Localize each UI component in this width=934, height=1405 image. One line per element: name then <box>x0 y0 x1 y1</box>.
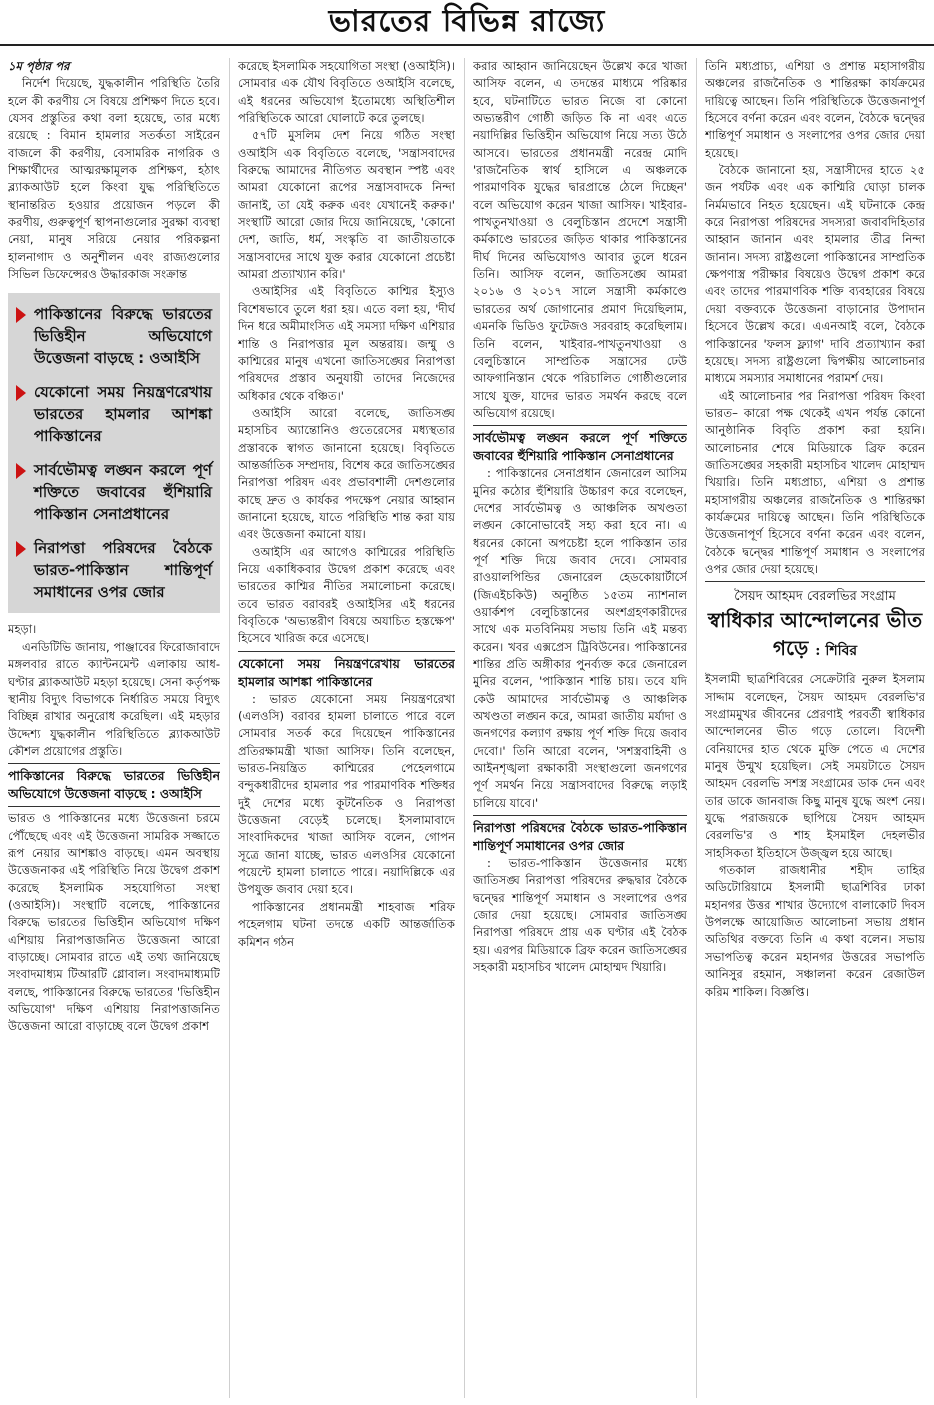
column-divider <box>464 58 465 1398</box>
bullet-triangle-icon <box>16 463 26 479</box>
highlight-text: সার্বভৌমত্ব লঙ্ঘন করলে পূর্ণ শক্তিতে জবাবের হুঁশিয়ারি পাকিস্তান সেনাপ্রধানের <box>34 461 212 524</box>
highlight-item <box>14 537 212 603</box>
subheading: পাকিস্তানের বিরুদ্ধে ভারতের ভিত্তিহীন অভিযোগে উত্তেজনা বাড়ছে : ওআইসি <box>8 768 220 802</box>
highlight-item <box>14 381 212 447</box>
section-rule <box>473 425 687 426</box>
bullet-triangle-icon <box>16 307 26 323</box>
column-3 <box>473 58 687 1398</box>
article-paragraph: ভারত ও পাকিস্তানের মধ্যে উত্তেজনা চরমে পৌঁছেছে এবং এই উত্তেজনা সামরিক সজ্জাতে রূপ নেয়ার আশঙ্কাও বাড়ছে। এমন অবস্থায় উত্তেজনাকর এই পরিস্থিতি নিয়ে উদ্বেগ প্রকাশ করেছে ইসলামিক সহযোগিতা সংস্থা (ওআইসি)। সংস্থাটি বলেছে, পাকিস্তানের বিরুদ্ধে ভারতের ভিত্তিহীন অভিযোগ দক্ষিণ এশিয়ায় নিরাপত্তাজনিত উত্তেজনা আরো বাড়াচ্ছে। সোমবার রাতে এই তথ্য জানিয়েছে সংবাদমাধ্যম টিআরটি গ্লোবাল। সংবাদমাধ্যমটি বলছে, পাকিস্তানের বিরুদ্ধে ভারতের 'ভিত্তিহীন অভিযোগ' দক্ষিণ এশিয়ায় নিরাপত্তাজনিত উত্তেজনা আরো বাড়াচ্ছে বলে উদ্বেগ প্রকাশ <box>8 811 220 1034</box>
story-pre-headline: সৈয়দ আহমদ বেরলভির সংগ্রাম <box>734 589 896 605</box>
bullet-triangle-icon <box>16 541 26 557</box>
column-2 <box>238 58 455 1398</box>
article-paragraph: করার আহ্বান জানিয়েছেন উল্লেখ করে খাজা আসিফ বলেন, এ তদন্তের মাধ্যমে পরিষ্কার হবে, ঘটনাটিতে ভারত নিজে বা কোনো অভ্যন্তরীণ গোষ্ঠী জড়িত কি না এবং এতে নয়াদিল্লির ভিত্তিহীন অভিযোগ নিয়ে সত্য উঠে আসবে। ভারতের প্রধানমন্ত্রী নরেন্দ্র মোদি 'রাজনৈতিক স্বার্থ হাসিলে এ অঞ্চলকে পারমাণবিক যুদ্ধের দ্বারপ্রান্তে ঠেলে দিচ্ছেন' বলে অভিযোগ করেন খাজা আসিফ। খাইবার-পাখতুনখাওয়া ও বেলুচিস্তান প্রদেশে সন্ত্রাসী কর্মকাণ্ডে ভারতের জড়িত থাকার পাকিস্তানের দীর্ঘ দিনের অভিযোগও আবার তুলে ধরেন তিনি। আসিফ বলেন, জাতিসঙ্ঘে আমরা ২০১৬ ও ২০১৭ সালে সন্ত্রাসী কর্মকাণ্ডে ভারতের অর্থ জোগানোর প্রমাণ দিয়েছিলাম, এমনকি ভিডিও ফুটেজও সরবরাহ করেছিলাম। তিনি বলেন, খাইবার-পাখতুনখাওয়া ও বেলুচিস্তানে সাম্প্রতিক সন্ত্রাসের ঢেউ আফগানিস্তান থেকে পরিচালিত গোষ্ঠীগুলোর সাথে যুক্ত, যাদের ভারত সমর্থন করছে বলে অভিযোগ রয়েছে। <box>473 59 687 420</box>
article-paragraph: গতকাল রাজধানীর শহীদ তাহির অডিটোরিয়ামে ইসলামী ছাত্রশিবির ঢাকা মহানগর উত্তর শাখার উদ্যোগে বালাকোট দিবস উপলক্ষে আয়োজিত আলোচনা সভায় প্রধান অতিথির বক্তব্যে তিনি এ কথা বলেন। সভায় সভাপতিত্ব করেন মহানগর উত্তরের সভাপতি আনিসুর রহমান, সঞ্চালনা করেন রেজাউল করিম শাকিল। বিজ্ঞপ্তি। <box>705 863 925 999</box>
highlights-box <box>8 293 220 613</box>
column-4 <box>705 58 925 1398</box>
bullet-triangle-icon <box>16 385 26 401</box>
highlight-text: পাকিস্তানের বিরুদ্ধে ভারতের ভিত্তিহীন অভিযোগে উত্তেজনা বাড়ছে : ওআইসি <box>34 305 212 368</box>
section-rule <box>705 581 925 582</box>
article-paragraph: বৈঠকে জানানো হয়, সন্ত্রাসীদের হাতে ২৫ জন পর্যটক এবং এক কাশ্মিরি ঘোড়া চালক নির্মমভাবে নিহত হয়েছেন। এই ঘটনাকে কেন্দ্র করে নিরাপত্তা পরিষদের সদস্যরা জবাবদিহিতার আহ্বান জানান এবং হামলার তীব্র নিন্দা জানান। সদস্য রাষ্ট্রগুলো পাকিস্তানের সাম্প্রতিক ক্ষেপণাস্ত্র পরীক্ষার বিষয়েও উদ্বেগ প্রকাশ করে এবং তাদের পারমাণবিক শক্তি ব্যবহারের বিষয়ে দেয়া বক্তব্যকে উত্তেজনা বাড়ানোর উপাদান হিসেবে উল্লেখ করে। এএনআই বলে, বৈঠকে পাকিস্তানের 'ফলস ফ্ল্যাগ' দাবি প্রত্যাখ্যান করা হয়েছে। সদস্য রাষ্ট্রগুলো দ্বিপক্ষীয় আলোচনার মাধ্যমে সমস্যার সমাধানের পরামর্শ দেয়। <box>705 163 925 386</box>
highlight-item <box>14 303 212 369</box>
column-1 <box>8 58 220 1398</box>
article-paragraph: এই আলোচনার পর নিরাপত্তা পরিষদ কিংবা ভারত– কারো পক্ষ থেকেই এখন পর্যন্ত কোনো আনুষ্ঠানিক বিবৃতি প্রকাশ করা হয়নি। আলোচনার শেষে মিডিয়াকে ব্রিফ করেন জাতিসঙ্ঘের সহকারী মহাসচিব খালেদ মোহাম্মদ খিয়ারি। তিনি মধ্যপ্রাচ্য, এশিয়া ও প্রশান্ত মহাসাগরীয় অঞ্চলের রাজনৈতিক ও শান্তিরক্ষা কার্যক্রমের দায়িত্বে আছেন। তিনি পরিস্থিতিকে উত্তেজনাপূর্ণ হিসেবে বর্ণনা করেন এবং বলেন, বৈঠকে দ্বন্দ্বের শান্তিপূর্ণ সমাধান ও সংলাপের ওপর জোর দেয়া হয়েছে। <box>705 388 925 576</box>
article-paragraph: ইসলামী ছাত্রশিবিরের সেক্রেটারি নুরুল ইসলাম সাদ্দাম বলেছেন, সৈয়দ আহমদ বেরলভি'র সংগ্রামমুখর জীবনের প্রেরণাই পরবর্তী স্বাধিকার আন্দোলনের ভীত গড়ে তোলে। বিদেশী বেনিয়াদের হাত থেকে মুক্তি পেতে এ দেশের মানুষ উন্মুখ হয়েছিল। সেই সময়টাতে সৈয়দ আহমদ বেরলভি সশস্ত্র সংগ্রামের ডাক দেন এবং তার ডাকে জানবাজ কিছু মানুষ যুদ্ধে অংশ নেয়। যুদ্ধে পরাজয়কে ছাপিয়ে সৈয়দ আহমদ বেরলভি'র ও শাহ ইসমাইল দেহলভীর সাহসিকতা ইতিহাসে উজ্জ্বল হয়ে আছে। <box>705 672 925 860</box>
story-main-headline <box>705 606 925 665</box>
section-rule <box>473 815 687 816</box>
article-paragraph: নির্দেশ দিয়েছে, যুদ্ধকালীন পরিস্থিতি তৈরি হলে কী করণীয় সে বিষয়ে প্রশিক্ষণ দিতে হবে। যেসব প্রস্তুতির কথা বলা হয়েছে, তার মধ্যে রয়েছে : বিমান হামলার সতর্কতা সাইরেন বাজলে কী করণীয়, বেসামরিক নাগরিক ও শিক্ষার্থীদের আত্মরক্ষামূলক প্রশিক্ষণ, হঠাৎ ব্ল্যাকআউট হলে কিংবা যুদ্ধ পরিস্থিতিতে স্থানান্তরিত হওয়ার প্রয়োজন পড়লে কী করণীয়, গুরুত্বপূর্ণ স্থাপনাগুলোর সুরক্ষা ব্যবস্থা নেয়া, মানুষ সরিয়ে নেয়ার পরিকল্পনা হালনাগাদ ও অনুশীলন এবং রাজ্যগুলোর সিভিল ডিফেন্সেরও উদ্ধারকাজ সংক্রান্ত <box>8 76 220 282</box>
section-rule <box>8 806 220 807</box>
subheading: সার্বভৌমত্ব লঙ্ঘন করলে পূর্ণ শক্তিতে জবাবের হুঁশিয়ারি পাকিস্তান সেনাপ্রধানের <box>473 430 687 464</box>
section-rule <box>8 763 220 764</box>
article-paragraph: ওআইসির এই বিবৃতিতে কাশ্মির ইস্যুও বিশেষভাবে তুলে ধরা হয়। এতে বলা হয়, 'দীর্ঘ দিন ধরে অমীমাংসিত এই সমস্যা দক্ষিণ এশিয়ার শান্তি ও নিরাপত্তার মূল অন্তরায়। জম্মু ও কাশ্মিরের মানুষ এখনো জাতিসঙ্ঘের নিরাপত্তা পরিষদের প্রস্তাব অনুযায়ী তাদের নিজেদের অধিকার থেকে বঞ্চিত।' <box>238 284 455 403</box>
article-paragraph: এনডিটিভি জানায়, পাঞ্জাবের ফিরোজাবাদে মঙ্গলবার রাতে ক্যান্টনমেন্ট এলাকায় আধ-ঘণ্টার ব্ল্যাকআউট মহড়া হয়েছে। সেনা কর্তৃপক্ষ স্থানীয় বিদ্যুৎ বিভাগকে নির্ধারিত সময়ে বিদ্যুৎ বিচ্ছিন্ন রাখার অনুরোধ করেছিল। এই মহড়ার উদ্দেশ্য যুদ্ধকালীন পরিস্থিতিতে ব্ল্যাকআউট কৌশল প্রয়োগের প্রস্তুতি। <box>8 639 220 758</box>
article-paragraph: : পাকিস্তানের সেনাপ্রধান জেনারেল আসিম মুনির কঠোর হুঁশিয়ারি উচ্চারণ করে বলেছেন, দেশের সার্বভৌমত্ব ও আঞ্চলিক অখণ্ডতা লঙ্ঘন কোনোভাবেই সহ্য করা হবে না। এ ধরনের কোনো অপচেষ্টা হলে পাকিস্তান তার পূর্ণ শক্তি দিয়ে জবাব দেবে। সোমবার রাওয়ালপিন্ডির জেনারেল হেডকোয়ার্টার্সে (জিএইচকিউ) অনুষ্ঠিত ১৫তম ন্যাশনাল ওয়ার্কশপ বেলুচিস্তানের অংশগ্রহণকারীদের সাথে এক মতবিনিময় সভায় তিনি এই মন্তব্য করেন। খবর এক্সপ্রেস ট্রিবিউনের। পাকিস্তানের শান্তির প্রতি অঙ্গীকার পুনর্ব্যক্ত করে জেনারেল মুনির বলেন, 'পাকিস্তান শান্তি চায়। তবে যদি কেউ আমাদের সার্বভৌমত্ব ও আঞ্চলিক অখণ্ডতা লঙ্ঘন করে, আমরা জাতীয় মর্যাদা ও জনগণের কল্যাণ রক্ষায় পূর্ণ শক্তি দিয়ে জবাব দেবো।' তিনি আরো বলেন, 'সশস্ত্রবাহিনী ও আইনশৃঙ্খলা রক্ষাকারী সংস্থাগুলো জনগণের পূর্ণ সমর্থন নিয়ে সন্ত্রাসবাদের বিরুদ্ধে লড়াই চালিয়ে যাবে।' <box>473 466 687 810</box>
article-paragraph: : ভারত-পাকিস্তান উত্তেজনার মধ্যে জাতিসঙ্ঘ নিরাপত্তা পরিষদের রুদ্ধদ্বার বৈঠকে দ্বন্দ্বের শান্তিপূর্ণ সমাধান ও সংলাপের ওপর জোর দেয়া হয়েছে। সোমবার জাতিসঙ্ঘ নিরাপত্তা পরিষদে প্রায় এক ঘণ্টার এই বৈঠক হয়। এরপর মিডিয়াকে ব্রিফ করেন জাতিসঙ্ঘের সহকারী মহাসচিব খালেদ মোহাম্মদ খিয়ারি। <box>473 856 687 975</box>
column-divider <box>696 58 697 1398</box>
article-paragraph: তিনি মধ্যপ্রাচ্য, এশিয়া ও প্রশান্ত মহাসাগরীয় অঞ্চলের রাজনৈতিক ও শান্তিরক্ষা কার্যক্রমের দায়িত্বে আছেন। তিনি পরিস্থিতিকে উত্তেজনাপূর্ণ হিসেবে বর্ণনা করেন এবং বলেন, বৈঠকে দ্বন্দ্বের শান্তিপূর্ণ সমাধান ও সংলাপের ওপর জোর দেয়া হয়েছে। <box>705 59 925 160</box>
subheading: নিরাপত্তা পরিষদের বৈঠকে ভারত-পাকিস্তান শান্তিপূর্ণ সমাধানের ওপর জোর <box>473 820 687 854</box>
story-headline <box>705 588 925 665</box>
article-paragraph: : ভারত যেকোনো সময় নিয়ন্ত্রণরেখা (এলওসি) বরাবর হামলা চালাতে পারে বলে সোমবার সতর্ক করে দিয়েছেন পাকিস্তানের প্রতিরক্ষামন্ত্রী খাজা আসিফ। তিনি বলেছেন, ভারত-নিয়ন্ত্রিত কাশ্মিরের পেহেলগামে বন্দুকধারীদের হামলার পর পারমাণবিক শক্তিধর দুই দেশের মধ্যে কূটনৈতিক ও নিরাপত্তা উত্তেজনা বেড়েই চলেছে। ইসলামাবাদে সাংবাদিকদের খাজা আসিফ বলেন, গোপন সূত্রে জানা যাচ্ছে, ভারত এলওসির যেকোনো পয়েন্টে হামলা চালাতে পারে। নয়াদিল্লিকে এর উপযুক্ত জবাব দেয়া হবে। <box>238 691 455 897</box>
article-paragraph: মহড়া। <box>8 622 37 637</box>
continuation-kicker: ১ম পৃষ্ঠার পর <box>8 59 70 73</box>
article-paragraph: ওআইসি আরো বলেছে, জাতিসঙ্ঘ মহাসচিব অ্যান্তোনিও গুতেরেসের মধ্যস্থতার প্রস্তাবকে স্বাগত জানানো হয়েছে। বিবৃতিতে আন্তর্জাতিক সম্প্রদায়, বিশেষ করে জাতিসঙ্ঘের নিরাপত্তা পরিষদ এবং প্রভাবশালী দেশগুলোর কাছে দ্রুত ও কার্যকর পদক্ষেপ নেয়ার আহ্বান জানানো হয়েছে, যাতে পরিস্থিতি শান্ত করা যায় এবং উত্তেজনা কমানো যায়। <box>238 405 455 542</box>
section-rule <box>238 651 455 652</box>
highlight-item <box>14 459 212 525</box>
story-headline-text: স্বাধিকার আন্দোলনের ভীত গড়ে <box>707 608 923 661</box>
story-headline-tag: : শিবির <box>815 643 858 660</box>
article-paragraph: ওআইসি এর আগেও কাশ্মিরের পরিস্থিতি নিয়ে একাধিকবার উদ্বেগ প্রকাশ করেছে এবং ভারতের কাশ্মির নীতির সমালোচনা করেছে। তবে ভারত বরাবরই ওআইসির এই ধরনের বিবৃতিকে 'অভ্যন্তরীণ বিষয়ে অযাচিত হস্তক্ষেপ' হিসেবে খারিজ করে এসেছে। <box>238 544 455 646</box>
page-header <box>0 0 934 46</box>
page-title: ভারতের বিভিন্ন রাজ্যে <box>328 3 606 39</box>
article-paragraph: করেছে ইসলামিক সহযোগিতা সংস্থা (ওআইসি)। সোমবার এক যৌথ বিবৃতিতে ওআইসি বলেছে, এই ধরনের অভিযোগ ইতোমধ্যে অস্থিতিশীল পরিস্থিতিকে আরো ঘোলাটে করে তুলছে। <box>238 59 455 126</box>
highlight-text: নিরাপত্তা পরিষদের বৈঠকে ভারত-পাকিস্তান শান্তিপূর্ণ সমাধানের ওপর জোর <box>34 539 212 602</box>
subheading: যেকোনো সময় নিয়ন্ত্রণরেখায় ভারতের হামলার আশঙ্কা পাকিস্তানের <box>238 655 455 689</box>
column-divider <box>229 58 230 1398</box>
article-paragraph: ৫৭টি মুসলিম দেশ নিয়ে গঠিত সংস্থা ওআইসি এক বিবৃতিতে বলেছে, 'সন্ত্রাসবাদের বিরুদ্ধে আমাদের নীতিগত অবস্থান স্পষ্ট এবং আমরা যেকোনো রূপের সন্ত্রাসবাদকে নিন্দা জানাই, তা যেই করুক এবং যেখানেই করুক।' সংস্থাটি আরো জোর দিয়ে জানিয়েছে, 'কোনো দেশ, জাতি, ধর্ম, সংস্কৃতি বা জাতীয়তাকে সন্ত্রাসবাদের সাথে যুক্ত করার যেকোনো প্রচেষ্টা আমরা প্রত্যাখ্যান করি।' <box>238 128 455 282</box>
highlight-text: যেকোনো সময় নিয়ন্ত্রণরেখায় ভারতের হামলার আশঙ্কা পাকিস্তানের <box>34 383 212 446</box>
article-paragraph: পাকিস্তানের প্রধানমন্ত্রী শাহবাজ শরিফ পহেলগাম ঘটনা তদন্তে একটি আন্তর্জাতিক কমিশন গঠন <box>238 899 455 949</box>
